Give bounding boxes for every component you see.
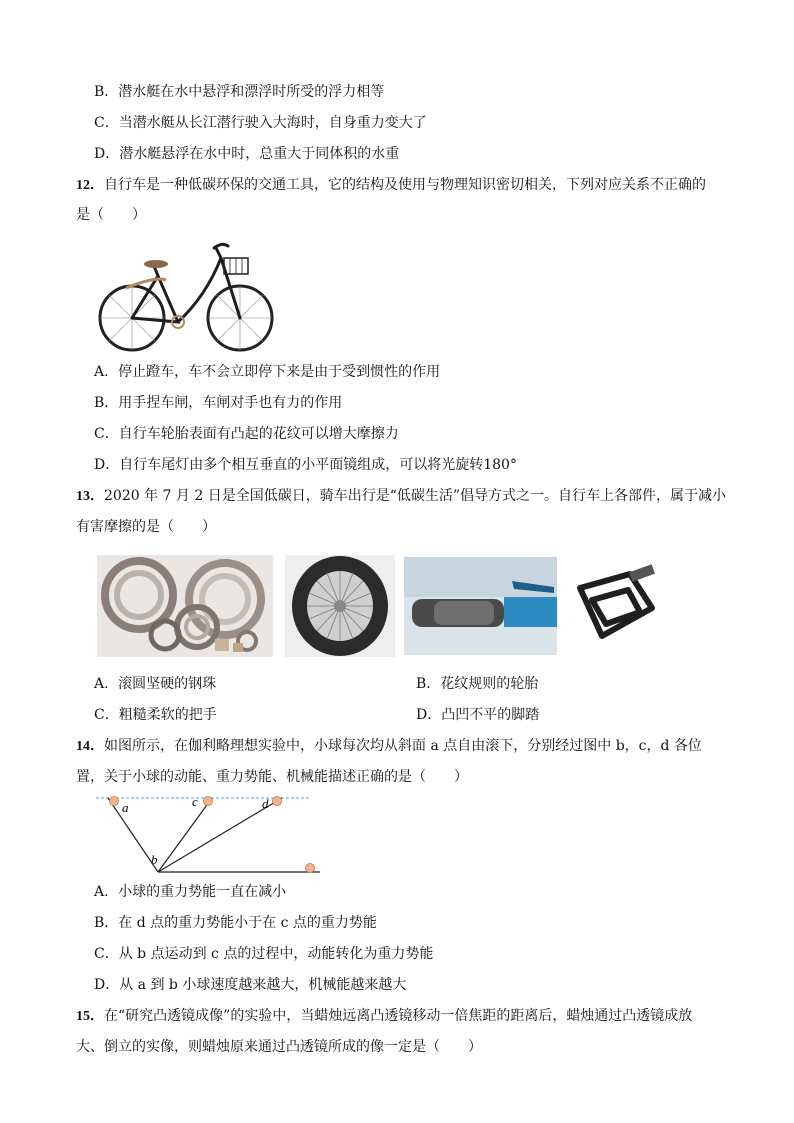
q11-option-c: C．当潜水艇从长江潜行驶入大海时，自身重力变大了 <box>94 115 427 131</box>
q13-option-d: D．凸凹不平的脚踏 <box>416 707 540 723</box>
bicycle-image <box>96 236 276 356</box>
q12-option-a: A．停止蹬车，车不会立即停下来是由于受到惯性的作用 <box>94 364 441 380</box>
ball-d <box>273 797 282 806</box>
q13-stem-line1 <box>76 486 726 507</box>
label-b: b <box>151 852 158 867</box>
handlebar-grip-image <box>404 557 557 655</box>
q15-stem-text: 在“研究凸透镜成像”的实验中，当蜡烛远离凸透镜移动一倍焦距的距离后，蜡烛通过凸透镜成放 <box>104 1008 693 1024</box>
q15-stem-line1 <box>76 1006 692 1027</box>
q14-stem-text: 如图所示，在伽利略理想实验中，小球每次均从斜面 a 点自由滚下，分别经过图中 b，c，d 各位 <box>104 738 702 754</box>
q13-option-a: A．滚圆坚硬的钢珠 <box>94 676 217 692</box>
q12-option-c: C．自行车轮胎表面有凸起的花纹可以增大摩擦力 <box>94 426 399 442</box>
q14-option-c: C．从 b 点运动到 c 点的过程中，动能转化为重力势能 <box>94 946 434 962</box>
q13-stem-text: 2020 年 7 月 2 日是全国低碳日，骑车出行是“低碳生活”倡导方式之一。自行车上各部件，属于减小 <box>104 488 727 504</box>
q12-number: 12． <box>76 178 104 193</box>
steel-bearings-image <box>97 555 273 657</box>
pedal-image <box>568 560 666 650</box>
q13-option-c: C．粗糙柔软的把手 <box>94 707 217 723</box>
q14-number: 14． <box>76 739 104 754</box>
galileo-incline-diagram <box>94 792 324 878</box>
q12-option-d: D．自行车尾灯由多个相互垂直的小平面镜组成，可以将光旋转180° <box>94 457 517 473</box>
q14-option-a: A．小球的重力势能一直在减小 <box>94 884 287 900</box>
label-a: a <box>122 800 129 815</box>
q12-stem-text: 自行车是一种低碳环保的交通工具，它的结构及使用与物理知识密切相关，下列对应关系不正确的 <box>104 177 706 193</box>
q14-stem-line1 <box>76 736 702 757</box>
q15-number: 15． <box>76 1009 104 1024</box>
q13-option-b: B．花纹规则的轮胎 <box>416 676 539 692</box>
ball-c <box>204 797 213 806</box>
tire-image <box>285 555 395 657</box>
q15-stem-line2: 大、倒立的实像，则蜡烛原来通过凸透镜所成的像一定是（ ） <box>76 1039 482 1055</box>
q11-option-d: D．潜水艇悬浮在水中时，总重大于同体积的水重 <box>94 146 400 162</box>
q12-option-b: B．用手捏车闸，车闸对手也有力的作用 <box>94 395 343 411</box>
incline-c <box>158 798 212 872</box>
q14-stem-line2: 置，关于小球的动能、重力势能、机械能描述正确的是（ ） <box>76 769 468 785</box>
q11-option-b: B．潜水艇在水中悬浮和漂浮时所受的浮力相等 <box>94 84 385 100</box>
label-c: c <box>192 794 198 809</box>
q14-option-b: B．在 d 点的重力势能小于在 c 点的重力势能 <box>94 915 377 931</box>
q12-stem-line2: 是（ ） <box>76 207 146 223</box>
label-d: d <box>262 796 269 811</box>
q13-number: 13． <box>76 489 104 504</box>
q14-option-d: D．从 a 到 b 小球速度越来越大，机械能越来越大 <box>94 977 407 993</box>
q13-stem-line2: 有害摩擦的是（ ） <box>76 519 216 535</box>
ball-a <box>110 797 119 806</box>
q12-stem-line1 <box>76 175 706 196</box>
ball-flat <box>306 864 315 873</box>
